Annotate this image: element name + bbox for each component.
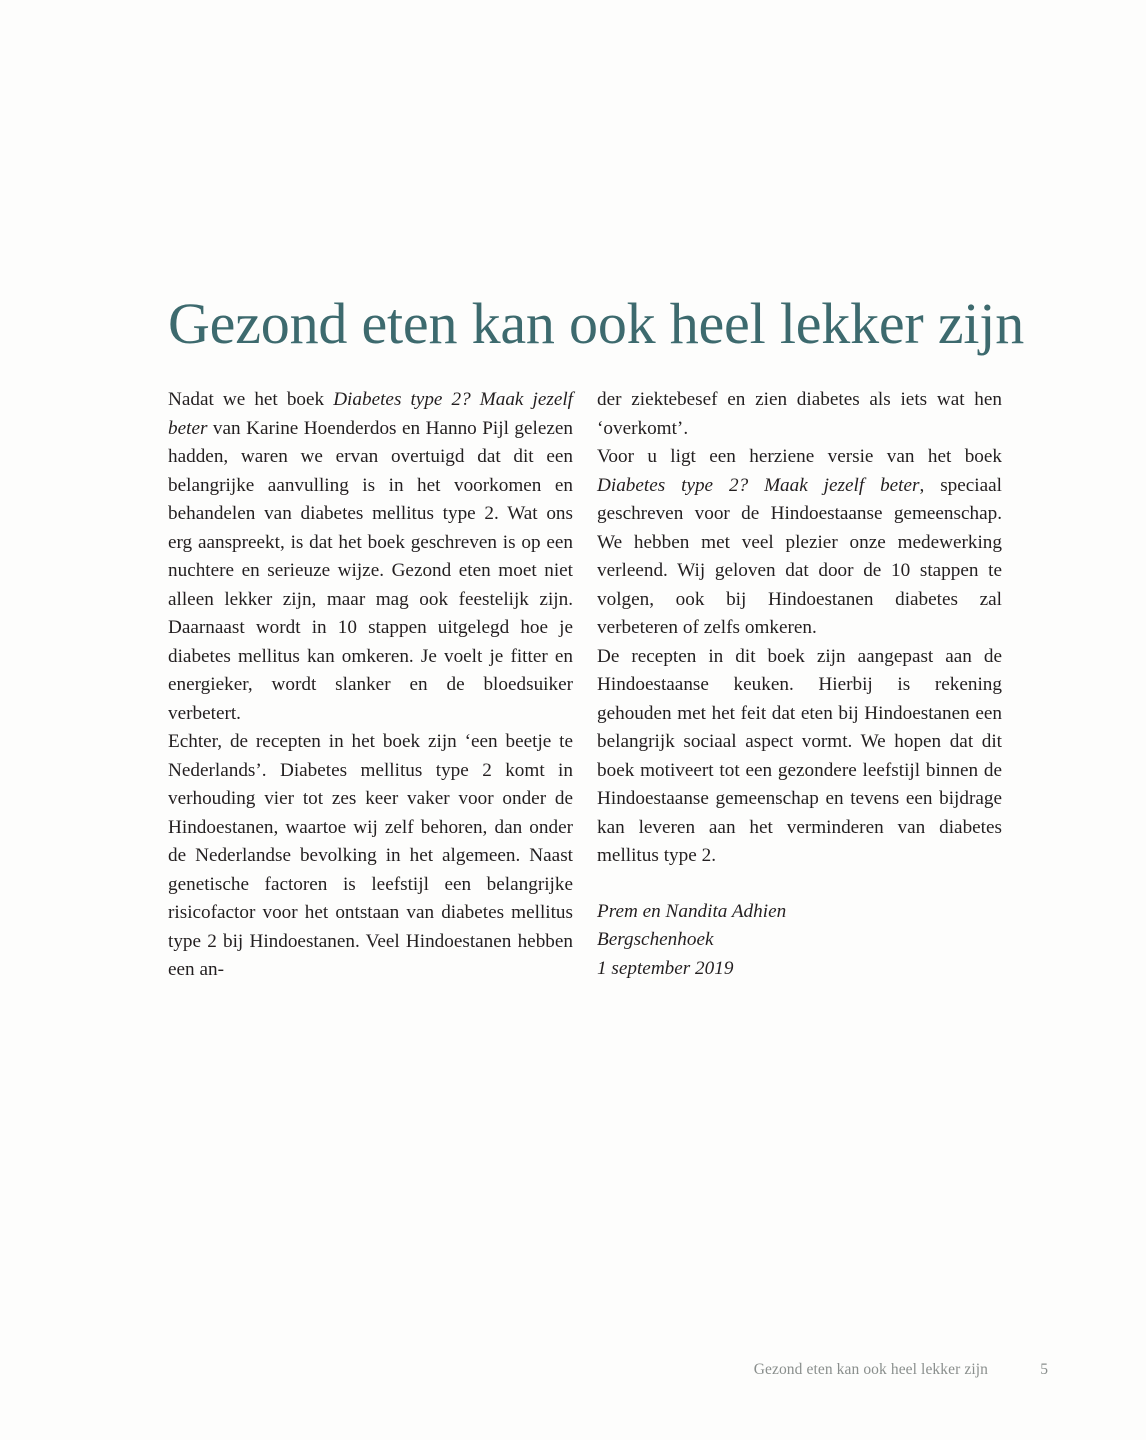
text-run: van Karine Hoenderdos en Hanno Pijl gelezen hadden, waren we ervan overtuigd dat dit een belangrijke aanvulling is in het voorkomen en behandelen van diabetes mellitus type 2. Wat ons erg aanspreekt, is dat het boek geschreven is op een nuchtere en serieuze wijze. Gezond eten moet niet alleen lekker zijn, maar mag ook feestelijk zijn. Daarnaast wordt in 10 stappen uitgelegd hoe je diabetes mellitus kan omkeren. Je voelt je fitter en energieker, wordt slanker en de bloedsuiker verbetert. (168, 417, 573, 724)
signature-date: 1 september 2019 (597, 957, 734, 979)
paragraph-list-right (597, 386, 1002, 871)
text-column-right (597, 386, 1002, 983)
footer-page-number: 5 (1040, 1361, 1048, 1378)
paragraph-list-left (168, 386, 573, 985)
book-title-italic: Diabetes type 2? Maak jezelf beter (168, 389, 574, 439)
text-run: Voor u ligt een herziene versie van het boek (597, 446, 1002, 467)
text-column-left (168, 386, 573, 985)
text-run: Nadat we het boek (168, 389, 334, 410)
signature-place: Bergschenhoek (597, 929, 714, 950)
paragraph (597, 643, 1002, 871)
text-run: Echter, de recepten in het boek zijn ‘een beetje te Nederlands’. Diabetes mellitus type 2 komt in verhouding vier tot zes keer vaker voor onder de Hindoestanen, waartoe wij zelf behoren, dan onder de Nederlandse bevolking in het algemeen. Naast genetische factoren is leefstijl een belangrijke risicofactor voor het ontstaan van diabetes mellitus type 2 bij Hindoestanen. Veel Hindoestanen hebben een an- (168, 731, 573, 980)
book-title-italic: Diabetes type 2? Maak jezelf beter (597, 474, 920, 496)
signature-block (597, 898, 1002, 984)
paragraph (597, 386, 1002, 443)
paragraph (597, 443, 1002, 643)
paragraph (168, 386, 573, 728)
footer-running-head: Gezond eten kan ook heel lekker zijn (753, 1361, 988, 1378)
text-run: , speciaal geschreven voor de Hindoestaanse gemeenschap. We hebben met veel plezier onze medewerking verleend. Wij geloven dat door de 10 stappen te volgen, ook bij Hindoestanen diabetes zal verbeteren of zelfs omkeren. (597, 474, 1002, 638)
body-columns (168, 386, 1002, 986)
page-footer (168, 1360, 1048, 1380)
text-run: De recepten in dit boek zijn aangepast aan de Hindoestaanse keuken. Hierbij is rekening gehouden met het feit dat eten bij Hindoestanen een belangrijk sociaal aspect vormt. We hopen dat dit boek motiveert tot een gezondere leefstijl binnen de Hindoestaanse gemeenschap en tevens een bijdrage kan leveren aan het verminderen van diabetes mellitus type 2. (597, 645, 1002, 866)
text-run: der ziektebesef en zien diabetes als iets wat hen ‘overkomt’. (597, 389, 1002, 439)
page-title: Gezond eten kan ook heel lekker zijn (168, 290, 1025, 356)
signature-author: Prem en Nandita Adhien (597, 900, 787, 922)
paragraph (168, 728, 573, 985)
